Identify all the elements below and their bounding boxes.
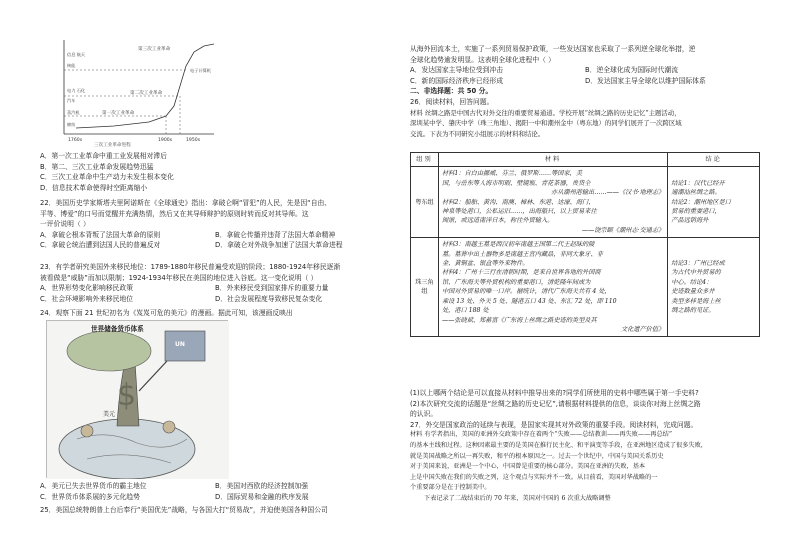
- q24-option-b: B．美国对西欧的经济控制加强: [215, 482, 309, 490]
- row2-conclusion-line: 结论3：广州已经成: [671, 260, 725, 268]
- section-title: 二、非选择题：共 50 分。: [410, 87, 493, 96]
- q27-line-6: 个重要部分是在于控制美中。: [410, 484, 491, 492]
- question-23: [40, 262, 390, 304]
- row2-conclusion-line: 中心。结论4：: [671, 278, 713, 286]
- q24-option-d: D．国际贸易和金融的秩序发展: [215, 492, 309, 501]
- q21-option-c: C．三次工业革命中生产动力未发生根本变化: [40, 173, 174, 182]
- row1-material-line: 国，与岳东等人海市明瑕、壁镜瓶、青花茶器，贵货全: [441, 179, 591, 187]
- row2-material-line: 墓。墓葬中出土器物多是南越王宫内藏品，非同大象牙、非: [441, 250, 603, 258]
- row2-material-line: 乘设 13 处、外关 5 处、隧港五口 43 处、东汇 72 处，即 110: [441, 297, 617, 305]
- chart-label-second: 第二次工业革命: [130, 91, 163, 96]
- chart-label-third: 第三次工业革命: [138, 47, 171, 52]
- figure-right: [163, 421, 175, 433]
- q24-line: 24．观察下面 21 世纪初名为《岌岌可危的美元》的漫画。据此可知，该漫画反映出: [40, 309, 293, 317]
- q25-cont-2: 全球化趋势逾发明显。这表明全球化进程中（ ）: [410, 55, 555, 64]
- q26-intro-1: 材料 丝绸之路是中国古代对外交往的重要贸易通道。学校开展“丝绸之路的历史记忆”主题活动，: [410, 108, 681, 117]
- row1-group: 粤东组: [411, 167, 439, 238]
- q22-line-1: 22．美国历史学家斯塔夫里阿诺斯在《全球通史》指出：拿破仑啊“冒犯”的人民，先是因“自由、: [40, 199, 332, 207]
- chart-label-left-6: 棉纺: [67, 122, 76, 127]
- row1-conclusion: [668, 167, 760, 238]
- q24-option-a: A．美元已失去世界货币的霸主地位: [40, 482, 147, 490]
- chart-label-left-1: 信息 航天: [67, 52, 86, 57]
- q25-option-a: A．发达国家主导地位受到冲击: [410, 66, 504, 75]
- q21-option-b: B．第二、三次工业革命发展趋势迅猛: [40, 162, 154, 171]
- row2-conclusion-line: 为古代中外贸易的: [671, 269, 721, 277]
- q24-option-c: C．世界货币体系展的多元化趋势: [40, 492, 140, 501]
- table-header-group: 组别: [411, 153, 439, 167]
- left-column: [40, 0, 390, 560]
- q25-line: 25．美国总统特朗普上台后奉行“美国优先”战略，与各国大打“贸易战”，并迫使美国各种国公司: [40, 506, 328, 514]
- q23-option-a: A．世界形势变化影响移民政策: [40, 284, 134, 293]
- q27-line-4: 对于美国来说，亚洲是一个中心，中国曾是重要的核心部分。美国在亚洲的失败，基本: [410, 463, 646, 471]
- silk-road-table: [410, 152, 760, 337]
- q26-questions: [410, 388, 760, 505]
- chart-label-left-3: 电力 石化: [67, 88, 86, 93]
- row2-material-line: 金、黄铜盆、银盒等外来物件。: [441, 260, 529, 268]
- cartoon-drawing: [47, 321, 229, 479]
- tree-canopy: [67, 331, 151, 371]
- un-figure: [165, 331, 205, 361]
- table-row: [411, 238, 760, 337]
- row2-conclusion-line: 类型多样是海上丝: [671, 297, 721, 305]
- row2-conclusion: [668, 238, 760, 337]
- q22-line-2: 平等、博爱”的口号而觉醒并充满热情，然后又在其导师辩护的原则时转而反对其导师。这: [40, 209, 309, 218]
- table-header-material: 材料: [438, 153, 667, 167]
- q23-line-1: 23．有学者研究美国外来移民地位：1789-1880年移民普遍受欢迎的阶段；1880-1924年移民逐渐: [40, 263, 341, 271]
- q25-option-c: C．新的国际经济秩序已经形成: [410, 76, 504, 85]
- chart-curve: [76, 44, 214, 128]
- cartoon-tag-un: UN: [175, 341, 185, 348]
- q25-option-b: B．逆全球化成为国际时代潮流: [585, 66, 679, 75]
- q21-options: [40, 151, 390, 193]
- q27-line-1: 材料 有学者指出，美国的亚洲外交政策中存在着两个“失败——总结教训——再失败——再总结”: [410, 431, 672, 439]
- q26-intro-2: 深圳某中学、肇庆中学（珠三角地）、揭阳一中和潮州金中（粤东地）的同学们展开了一次跨区域: [410, 119, 682, 128]
- chart-tick-3: 1950s: [186, 138, 201, 143]
- row2-material-line: ——张晓斌、郑蓄富《广东海上丝绸之路史迹的类型及其: [441, 316, 597, 324]
- row1-material: [438, 167, 667, 238]
- chart-label-first: 第一次工业革命: [102, 111, 135, 116]
- q24-options: [40, 481, 390, 502]
- chart-tick-1: 1760s: [68, 138, 83, 143]
- row1-conclusion-line: 结论2：潮州地区是口: [671, 198, 731, 206]
- chart-label-left-2: 核能: [67, 63, 76, 68]
- row1-material-line: ——饶宗颐《潮州志·交通志》: [581, 226, 665, 234]
- q26-question-1: (1)以上哪两个结论是可以直接从材料中推导出来的?同学们所使用的史料中哪些属于第一手史料?: [410, 389, 699, 397]
- cartoon-title: 世界储备货币体系: [91, 325, 144, 333]
- figure-left: [81, 425, 93, 437]
- q26-title: 26．阅读材料，回答问题。: [410, 97, 494, 106]
- row2-conclusion-line: 史迹数量众多并: [671, 288, 715, 296]
- chart-caption: 三次工业革命进程: [94, 143, 131, 148]
- row2-material-line: 中国对外贸易的唯一口岸。据统计，清代广东海关共有 4 处，: [441, 288, 611, 296]
- q22-option-c: C．拿破仑统治遭到法国人民的普遍反对: [40, 241, 161, 250]
- row1-material-line: 闽浙，或远道南洋日本，称往外贸输入。: [441, 217, 554, 225]
- row2-material-line: 材料3：南越王墓是西汉初年南越王国第二代王赵昧的陵: [441, 241, 595, 249]
- q25-cont-1: 从海外回流本土，实施了一系列贸易保护政策，一些发达国家也采取了一系列逆全球化举措，逆: [410, 45, 696, 53]
- chart-label-left-5: 蒸汽机: [67, 110, 80, 115]
- question-22: [40, 198, 390, 251]
- row1-material-line: 材料2：船舶、黄沟、南澳、樟林、东港、达濠、海门、: [441, 198, 595, 206]
- chart-label-left-4: 汽车: [67, 98, 76, 103]
- q22-line-3: 一评价说明（ ）: [40, 220, 90, 229]
- row2-material-line: 馆、广东海关等外贸机构的重要港口，清乾隆年间成为: [441, 278, 591, 286]
- q21-option-a: A．第一次工业革命中重工业发展相对滞后: [40, 152, 167, 160]
- row2-conclusion-line: 绸之路的见证。: [671, 307, 715, 315]
- q21-option-d: D．信息技术革命使得时空距离缩小: [40, 183, 148, 192]
- q27-line-2: 的基本主线和过程。这种因素最主要的是美国在推行民主化、和平演变等手段，在亚洲地区造成了很多失败，: [410, 441, 707, 449]
- row1-conclusion-line: 结论1：汉代已经开: [671, 179, 725, 187]
- q25-continued: [410, 44, 760, 139]
- row1-conclusion-line: 通潮汕丝绸之路。: [671, 189, 721, 197]
- row2-material-line: 文化遗产价值》: [620, 325, 665, 333]
- q26-question-2: (2)本次研究交流的话题是“丝绸之路的历史记忆”,请根据材料提供的信息，谈谈你对海上丝绸之路: [410, 399, 701, 408]
- q23-line-2: 被看做是“威胁”而加以限制；1924-1934年移民在美国的地位进入谷底。这一变化说明（ ）: [40, 273, 318, 282]
- q22-option-d: D．拿破仑对外战争加速了法国大革命进程: [215, 241, 343, 250]
- q26-question-3: 的认识。: [410, 410, 438, 419]
- cartoon-tag-dollar: 美元: [103, 411, 116, 418]
- table-header-row: [411, 153, 760, 167]
- q26-intro-3: 交流。下表为不同研究小组展示的材料和结论。: [410, 129, 545, 138]
- dollar-cartoon: [46, 320, 228, 478]
- right-column: [410, 0, 760, 560]
- q23-option-d: D．社会发展程度导致移民复杂变化: [215, 294, 323, 303]
- q25-option-d: D．发达国家主导全球化以维护国际体系: [585, 76, 706, 85]
- q23-option-b: B．外来移民受到国家排斥的重要力量: [215, 284, 329, 293]
- row1-conclusion-line: 贸易的重要港口，: [671, 208, 721, 216]
- row2-material: [438, 238, 667, 337]
- q27-line-3: 就是美国战略之所以一再失败，和平的根本原因之一。过去一个世纪中，中国与美国关系历史: [410, 452, 664, 460]
- row1-conclusion-line: 产品远销海外: [671, 217, 709, 225]
- q22-option-b: B．拿破仑传播并违背了法国大革命精神: [215, 230, 336, 239]
- table-header-conclusion: 结论: [668, 153, 760, 167]
- table-row: [411, 167, 760, 238]
- q27-title: 27．外交是国家政治的延续与表现，是国家实现其对外政策的重要手段。阅读材料，完成问题。: [410, 420, 698, 429]
- dollar-sign-icon: $: [117, 378, 137, 413]
- q27-line-5: 上是中国失败在我们的失败之列，这个观点与实际并不一致。从目前看，美国对华战略的一: [410, 473, 658, 481]
- industrial-revolution-chart: [54, 36, 244, 146]
- row2-material-line: 材料4：广州十三行在清朝时期，是来自世界各地的外国商: [441, 269, 601, 277]
- row2-material-line: 处，港口 188 处: [441, 307, 489, 315]
- chart-label-computer: 电子计算机: [190, 68, 211, 73]
- q27-last-line: 下表记录了二战结束后的 70 年来，美国对中国的 6 次重大战略调整: [424, 494, 611, 502]
- q22-option-a: A．拿破仑根本背叛了法国大革命的原则: [40, 230, 161, 239]
- q23-option-c: C．社会环境影响外来移民地位: [40, 294, 134, 303]
- row1-material-line: 材料1：自白由挪威、芬兰、俄罗斯……等国家，美: [441, 170, 583, 178]
- row1-material-line: 亦从潮州港输出……——《汉书·地理志》: [550, 189, 665, 197]
- row1-material-line: 神泉等处港口，公私运旧……，出海船只，以上贸易来往: [441, 208, 597, 216]
- chart-tick-2: 1900s: [158, 138, 173, 143]
- row2-group: 珠三角组: [411, 238, 439, 337]
